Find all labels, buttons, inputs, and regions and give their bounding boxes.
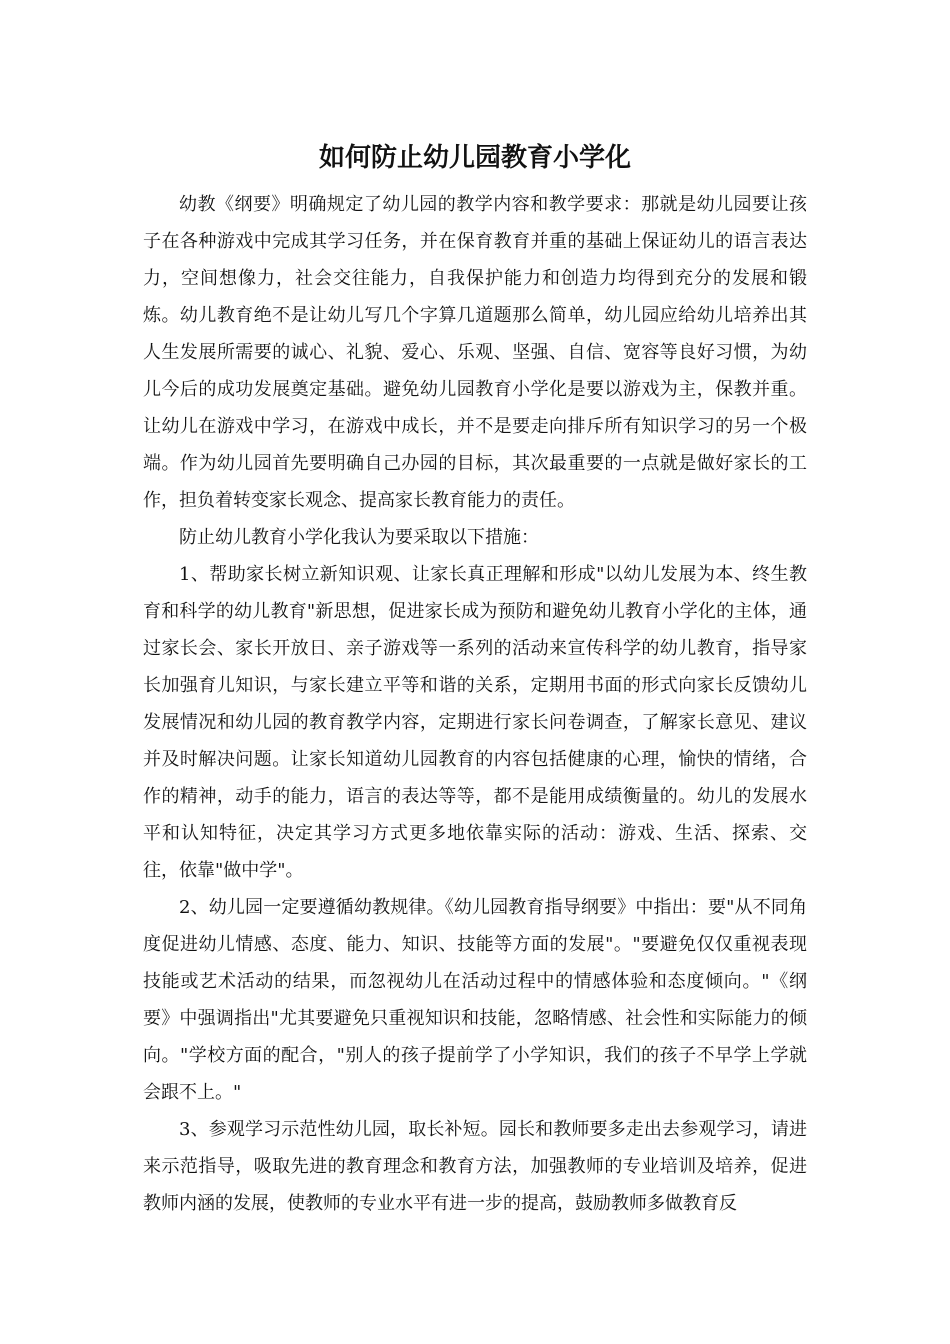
paragraph-measure-3: 3、参观学习示范性幼儿园，取长补短。园长和教师要多走出去参观学习，请进来示范指导，吸取先进的教育理念和教育方法，加强教师的专业培训及培养，促进教师内涵的发展，使教师的专业水平有进一步的提高，鼓励教师多做教育反 <box>143 1119 807 1214</box>
paragraph-measures-lead: 防止幼儿教育小学化我认为要采取以下措施： <box>179 527 539 548</box>
paragraph-measure-1: 1、帮助家长树立新知识观、让家长真正理解和形成"以幼儿发展为本、终生教育和科学的幼儿教育"新思想，促进家长成为预防和避免幼儿教育小学化的主体，通过家长会、家长开放日、亲子游戏等一系列的活动来宣传科学的幼儿教育，指导家长加强育儿知识，与家长建立平等和谐的关系，定期用书面的形式向家长反馈幼儿发展情况和幼儿园的教育教学内容，定期进行家长问卷调查，了解家长意见、建议并及时解决问题。让家长知道幼儿园教育的内容包括健康的心理，愉快的情绪，合作的精神，动手的能力，语言的表达等等，都不是能用成绩衡量的。幼儿的发展水平和认知特征，决定其学习方式更多地依靠实际的活动：游戏、生活、探索、交往，依靠"做中学"。 <box>143 564 807 881</box>
document-title: 如何防止幼儿园教育小学化 <box>318 143 631 173</box>
paragraph-measure-2: 2、幼儿园一定要遵循幼教规律。《幼儿园教育指导纲要》中指出：要"从不同角度促进幼儿情感、态度、能力、知识、技能等方面的发展"。"要避免仅仅重视表现技能或艺术活动的结果，而忽视幼儿在活动过程中的情感体验和态度倾向。"《纲要》中强调指出"尤其要避免只重视知识和技能，忽略情感、社会性和实际能力的倾向。"学校方面的配合，"别人的孩子提前学了小学知识，我们的孩子不早学上学就会跟不上。" <box>143 897 807 1103</box>
document-body <box>143 186 807 1222</box>
paragraph-intro: 幼教《纲要》明确规定了幼儿园的教学内容和教学要求：那就是幼儿园要让孩子在各种游戏中完成其学习任务，并在保育教育并重的基础上保证幼儿的语言表达力，空间想像力，社会交往能力，自我保护能力和创造力均得到充分的发展和锻炼。幼儿教育绝不是让幼儿写几个字算几道题那么简单，幼儿园应给幼儿培养出其人生发展所需要的诚心、礼貌、爱心、乐观、坚强、自信、宽容等良好习惯，为幼儿今后的成功发展奠定基础。避免幼儿园教育小学化是要以游戏为主，保教并重。让幼儿在游戏中学习，在游戏中成长，并不是要走向排斥所有知识学习的另一个极端。作为幼儿园首先要明确自己办园的目标，其次最重要的一点就是做好家长的工作，担负着转变家长观念、提高家长教育能力的责任。 <box>143 194 807 511</box>
